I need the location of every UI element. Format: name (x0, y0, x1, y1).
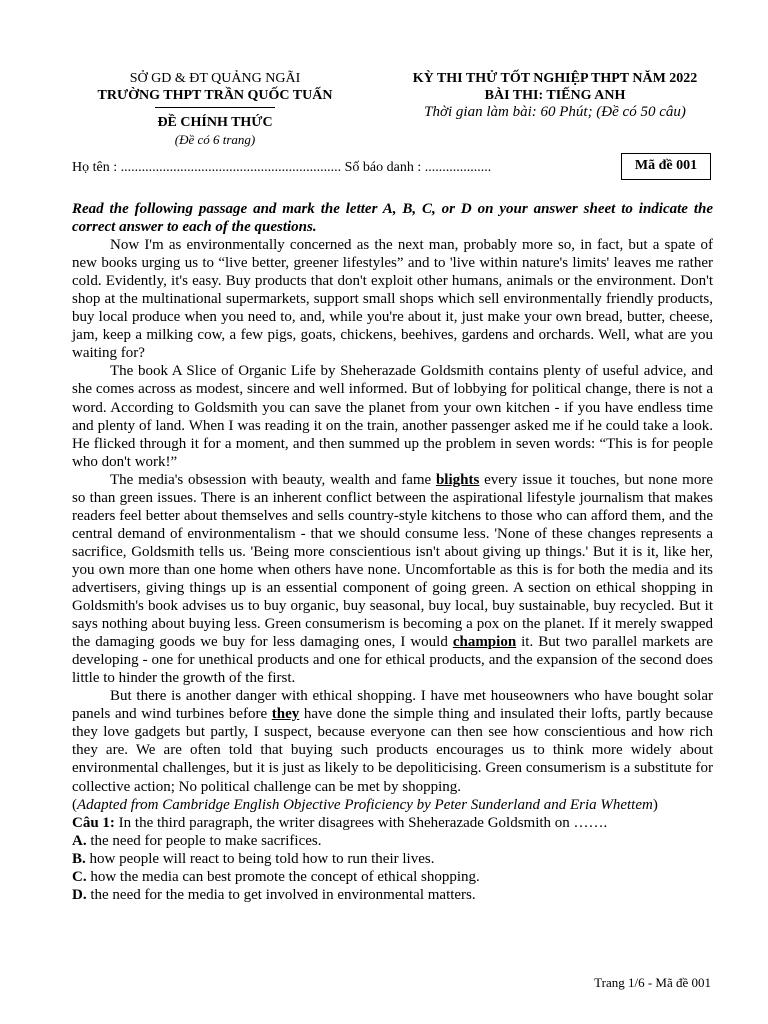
header-right (380, 70, 730, 121)
candidate-line (72, 160, 491, 176)
official-label: ĐỀ CHÍNH THỨC (157, 115, 273, 130)
passage-paragraph-4: But there is another danger with ethical shopping. I have met houseowners who have bought solar panels and wind turbines before they have done the simple thing and insulated their lofts, partly because they love gadgets but partly, I suspect, because everyone can then see how conscientious and how rich they are. We are often told that buying such products encourages us to think more widely about environmental challenges, but it is just as likely to be depoliticising. Green consumerism is a substitute for collective action; No political challenge can be met by shopping. (72, 688, 713, 795)
time-note: Thời gian làm bài: 60 Phút; (Đề có 50 câu) (424, 104, 686, 120)
header-left (70, 70, 360, 148)
candidate-name-field: Họ tên : ............................................................... (72, 160, 342, 175)
school-name: TRƯỜNG THPT TRẦN QUỐC TUẤN (97, 88, 333, 103)
exam-title: KỲ THI THỬ TỐT NGHIỆP THPT NĂM 2022 (412, 71, 698, 86)
passage-paragraph-3: The media's obsession with beauty, wealth and fame blights every issue it touches, but none more so than green issues. There is an inherent conflict between the aspirational lifestyle journalism that makes readers feel better about themselves and sells country-style kitchens to those who can afford them, and the central demand of environmentalism - that we should consume less. 'None of these changes represents a sacrifice, Goldsmith tells us. 'Being more conscientious isn't about giving up things.' But it is it, like her, you own more than one home when others have none. Uncomfortable as this is for both the media and its advertisers, giving things up is an essential component of going green. A section on ethical shopping in Goldsmith's book advises us to buy organic, buy seasonal, buy local, buy sustainable, buy recycled. But it says nothing about buying less. Green consumerism is becoming a pox on the planet. If it merely swapped the damaging goods we buy for less damaging ones, I would champion it. But two parallel markets are developing - one for unethical products and one for ethical products, and the expansion of the second does little to hinder the growth of the first. (72, 471, 713, 687)
main-content (72, 200, 713, 904)
instruction: Read the following passage and mark the letter A, B, C, or D on your answer sheet to indicate the correct answer to each of the questions. (72, 201, 713, 236)
pages-note: (Đề có 6 trang) (174, 132, 256, 147)
question-1-label: Câu 1: (72, 814, 115, 831)
passage-paragraph-2: The book A Slice of Organic Life by Sheherazade Goldsmith contains plenty of useful advice, and she comes across as modest, sincere and well informed. But of lobbying for political change, there is not a word. According to Goldsmith you can save the planet from your own kitchen - if you have endless time and plenty of land. When I was reading it on the train, another passenger asked me if he could take a look. He flicked through it for a moment, and then summed up the problem in seven words: “This is for people who don't work!” (72, 363, 713, 470)
question-1-option-d[interactable]: D. the need for the media to get involved in environmental matters. (72, 886, 476, 903)
candidate-id-field: Số báo danh : ................... (341, 160, 492, 175)
question-1-option-c[interactable]: C. how the media can best promote the concept of ethical shopping. (72, 868, 480, 885)
passage-source: (Adapted from Cambridge English Objective Proficiency by Peter Sunderland and Eria Whettem) (72, 796, 658, 813)
question-1-option-a[interactable]: A. the need for people to make sacrifices. (72, 832, 322, 849)
passage-paragraph-1: Now I'm as environmentally concerned as the next man, probably more so, in fact, but a spate of new books urging us to “live better, greener lifestyles” and to 'live within nature's limits' leaves me rather cold. Evidently, it's easy. Buy products that don't exploit other humans, animals or the environment. Don't shop at the multinational supermarkets, support small shops which sell environmentally friendly products, buy local produce when you need to, and, while you're about it, just make your own bread, butter, cheese, jam, keep a milking cow, a few pigs, goats, chickens, beehives, gardens and orchards. Well, what are you waiting for? (72, 237, 713, 362)
page-footer: Trang 1/6 - Mã đề 001 (594, 975, 711, 990)
exam-code-box: Mã đề 001 (621, 153, 711, 180)
keyword-blights: blights (435, 471, 480, 488)
department-name: SỞ GD & ĐT QUẢNG NGÃI (129, 71, 301, 86)
subject-title: BÀI THI: TIẾNG ANH (484, 88, 626, 103)
keyword-champion: champion (452, 634, 517, 651)
question-1-stem: Câu 1: In the third paragraph, the writer disagrees with Sheherazade Goldsmith on ……. (72, 814, 608, 831)
header-divider (155, 107, 275, 108)
question-1-option-b[interactable]: B. how people will react to being told how to run their lives. (72, 850, 435, 867)
keyword-they: they (271, 706, 300, 723)
